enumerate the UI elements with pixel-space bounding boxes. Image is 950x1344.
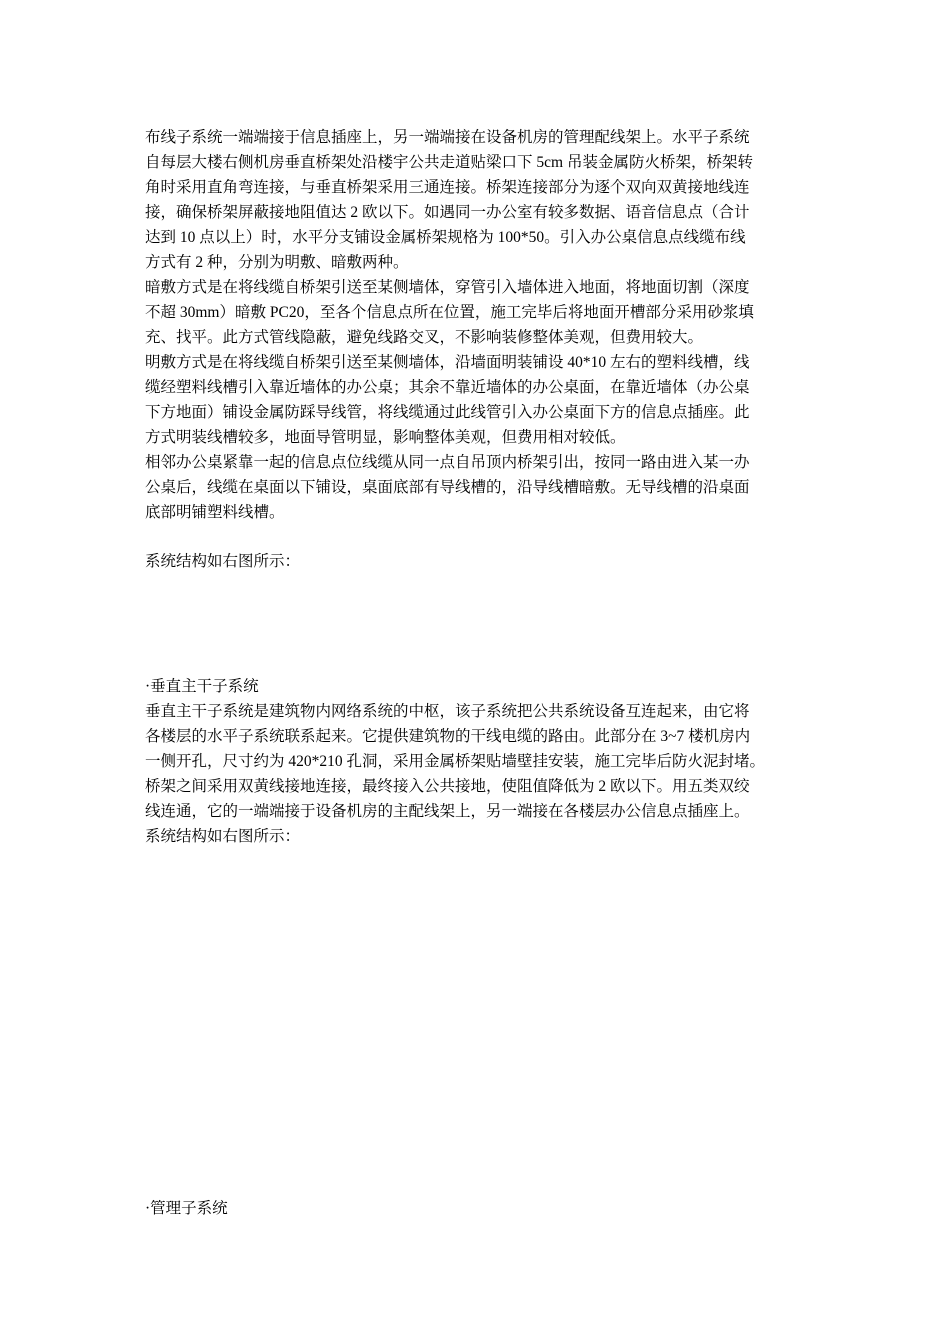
paragraph-line: 一侧开孔，尺寸约为 420*210 孔洞，采用金属桥架贴墙壁挂安装，施工完毕后防火泥封堵。 [145,753,766,770]
paragraph-line: 下方地面）铺设金属防踩导线管，将线缆通过此线管引入办公桌面下方的信息点插座。此 [145,404,750,421]
paragraph-line: 垂直主干子系统是建筑物内网络系统的中枢，该子系统把公共系统设备互连起来，由它将 [145,703,750,720]
paragraph-line: 达到 10 点以上）时，水平分支铺设金属桥架规格为 100*50。引入办公桌信息点线缆布线 [145,229,746,246]
paragraph-line: 暗敷方式是在将线缆自桥架引送至某侧墙体，穿管引入墙体进入地面，将地面切割（深度 [145,279,750,296]
paragraph-line: 桥架之间采用双黄线接地连接，最终接入公共接地，使阻值降低为 2 欧以下。用五类双绞 [145,778,750,795]
paragraph-line: 缆经塑料线槽引入靠近墙体的办公桌；其余不靠近墙体的办公桌面，在靠近墙体（办公桌 [145,379,750,396]
paragraph-line: 公桌后，线缆在桌面以下铺设，桌面底部有导线槽的，沿导线槽暗敷。无导线槽的沿桌面 [145,479,750,496]
figure-caption: 系统结构如右图所示： [145,828,301,845]
paragraph-line: 角时采用直角弯连接，与垂直桥架采用三通连接。桥架连接部分为逐个双向双黄接地线连 [145,179,750,196]
section-heading: ·管理子系统 [145,1200,228,1217]
paragraph-line: 接，确保桥架屏蔽接地阻值达 2 欧以下。如遇同一办公室有较多数据、语音信息点（合计 [145,204,750,221]
paragraph-line: 各楼层的水平子系统联系起来。它提供建筑物的干线电缆的路由。此部分在 3~7 楼机房内 [145,728,751,745]
paragraph-line: 自每层大楼右侧机房垂直桥架处沿楼宇公共走道贴梁口下 5cm 吊装金属防火桥架，桥架转 [145,154,753,171]
section-heading: ·垂直主干子系统 [145,678,259,695]
paragraph-line: 线连通，它的一端端接于设备机房的主配线架上，另一端接在各楼层办公信息点插座上。 [145,803,750,820]
paragraph-line: 不超 30mm）暗敷 PC20，至各个信息点所在位置，施工完毕后将地面开槽部分采用砂浆填 [145,304,754,321]
paragraph-line: 底部明铺塑料线槽。 [145,504,285,521]
paragraph-line: 相邻办公桌紧靠一起的信息点位线缆从同一点自吊顶内桥架引出，按同一路由进入某一办 [145,454,750,471]
paragraph-line: 布线子系统一端端接于信息插座上，另一端端接在设备机房的管理配线架上。水平子系统 [145,129,750,146]
paragraph-line: 明敷方式是在将线缆自桥架引送至某侧墙体，沿墙面明装铺设 40*10 左右的塑料线槽，线 [145,354,750,371]
paragraph-line: 方式明装线槽较多，地面导管明显，影响整体美观，但费用相对较低。 [145,429,626,446]
paragraph-line: 方式有 2 种，分别为明敷、暗敷两种。 [145,254,409,271]
paragraph-line: 充、找平。此方式管线隐蔽，避免线路交叉，不影响装修整体美观，但费用较大。 [145,329,704,346]
figure-caption: 系统结构如右图所示： [145,553,301,570]
